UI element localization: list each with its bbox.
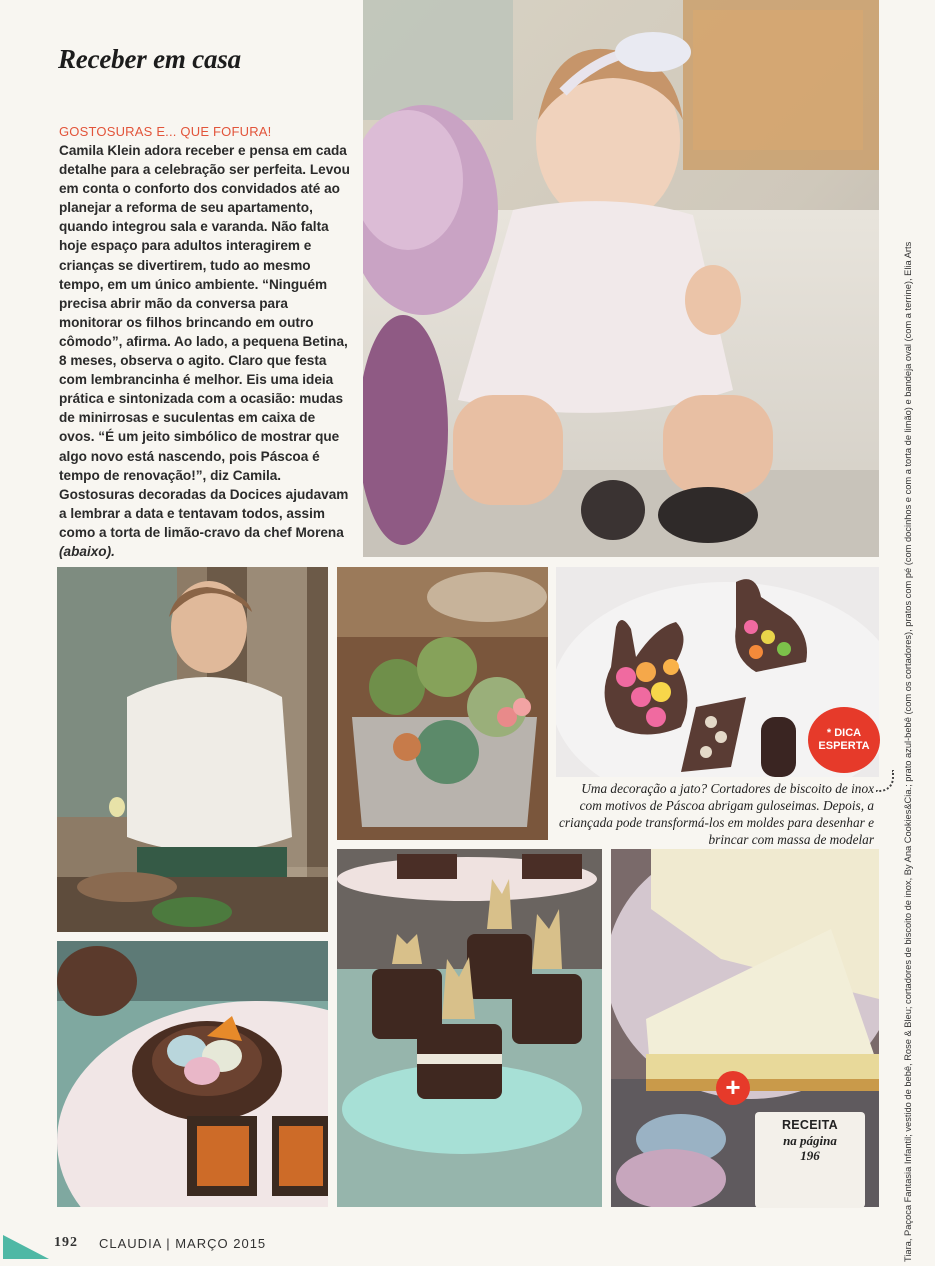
- dotted-arrow: [876, 770, 894, 792]
- photo-nest-cake: [57, 941, 328, 1207]
- body-text: [59, 141, 351, 561]
- photo-bunny-cakes: [337, 849, 602, 1207]
- dica-line1: * DICA: [826, 727, 862, 739]
- photo-baby: [363, 0, 879, 557]
- corner-triangle: [3, 1235, 49, 1259]
- page-number: 192: [54, 1235, 78, 1250]
- magazine-issue: CLAUDIA | MARÇO 2015: [99, 1236, 267, 1251]
- section-title: Receber em casa: [58, 44, 241, 74]
- body-paragraph: Camila Klein adora receber e pensa em cada detalhe para a celebração ser perfeita. Levou em conta o conforto dos convidados até ao planejar a reforma de seu apartamento, quando integrou sala e varanda. Não falta hoje espaço para adultos interagirem e crianças se divertirem, tudo ao mesmo tempo, em um único ambiente. “Ninguém precisa abrir mão da conversa para monitorar os filhos brincando em outro cômodo”, afirma. Ao lado, a pequena Betina, 8 meses, observa o agito. Claro que festa com lembrancinha é melhor. Eis uma ideia prática e sintonizada com a ocasião: mudas de minirrosas e suculentas em caixa de ovos. “É um jeito simbólico de mostrar que algo novo está nascendo, pois Páscoa é tempo de renovação!”, diz Camila. Gostosuras decoradas da Docices ajudavam a lembrar a data e tentavam todos, assim como a torta de limão-cravo da chef Morena: [59, 143, 350, 540]
- page-footer: [0, 1229, 935, 1259]
- body-tail: (abaixo).: [59, 543, 115, 559]
- plus-icon: +: [716, 1071, 750, 1105]
- photo-succulents: [337, 567, 548, 840]
- photo-woman: [57, 567, 328, 932]
- caption: Uma decoração a jato? Cortadores de biscoito de inox com motivos de Páscoa abrigam guloseimas. Depois, a criançada pode transformá-los em moldes para desenhar e brincar com massa de modelar: [558, 781, 874, 847]
- recipe-line2: na página: [783, 1133, 837, 1148]
- recipe-label: RECEITA: [781, 1118, 839, 1132]
- dica-esperta-badge: [808, 707, 880, 773]
- kicker: GOSTOSURAS E... QUE FOFURA!: [59, 124, 272, 139]
- recipe-callout: [755, 1112, 865, 1208]
- dica-line2: ESPERTA: [818, 740, 870, 752]
- recipe-page: 196: [800, 1148, 820, 1163]
- photo-credits: Tiara, Paçoca Fantasia Infantil; vestido de bebê, Rose & Bleu; cortadores de biscoito de inox, By Ana Cookies&Cia.; prato azul-bebê (com os cortadores), pratos com pé (com docinhos e com a torta de limão) e bandeja oval (com a terrine), Elia Arts: [903, 241, 913, 1262]
